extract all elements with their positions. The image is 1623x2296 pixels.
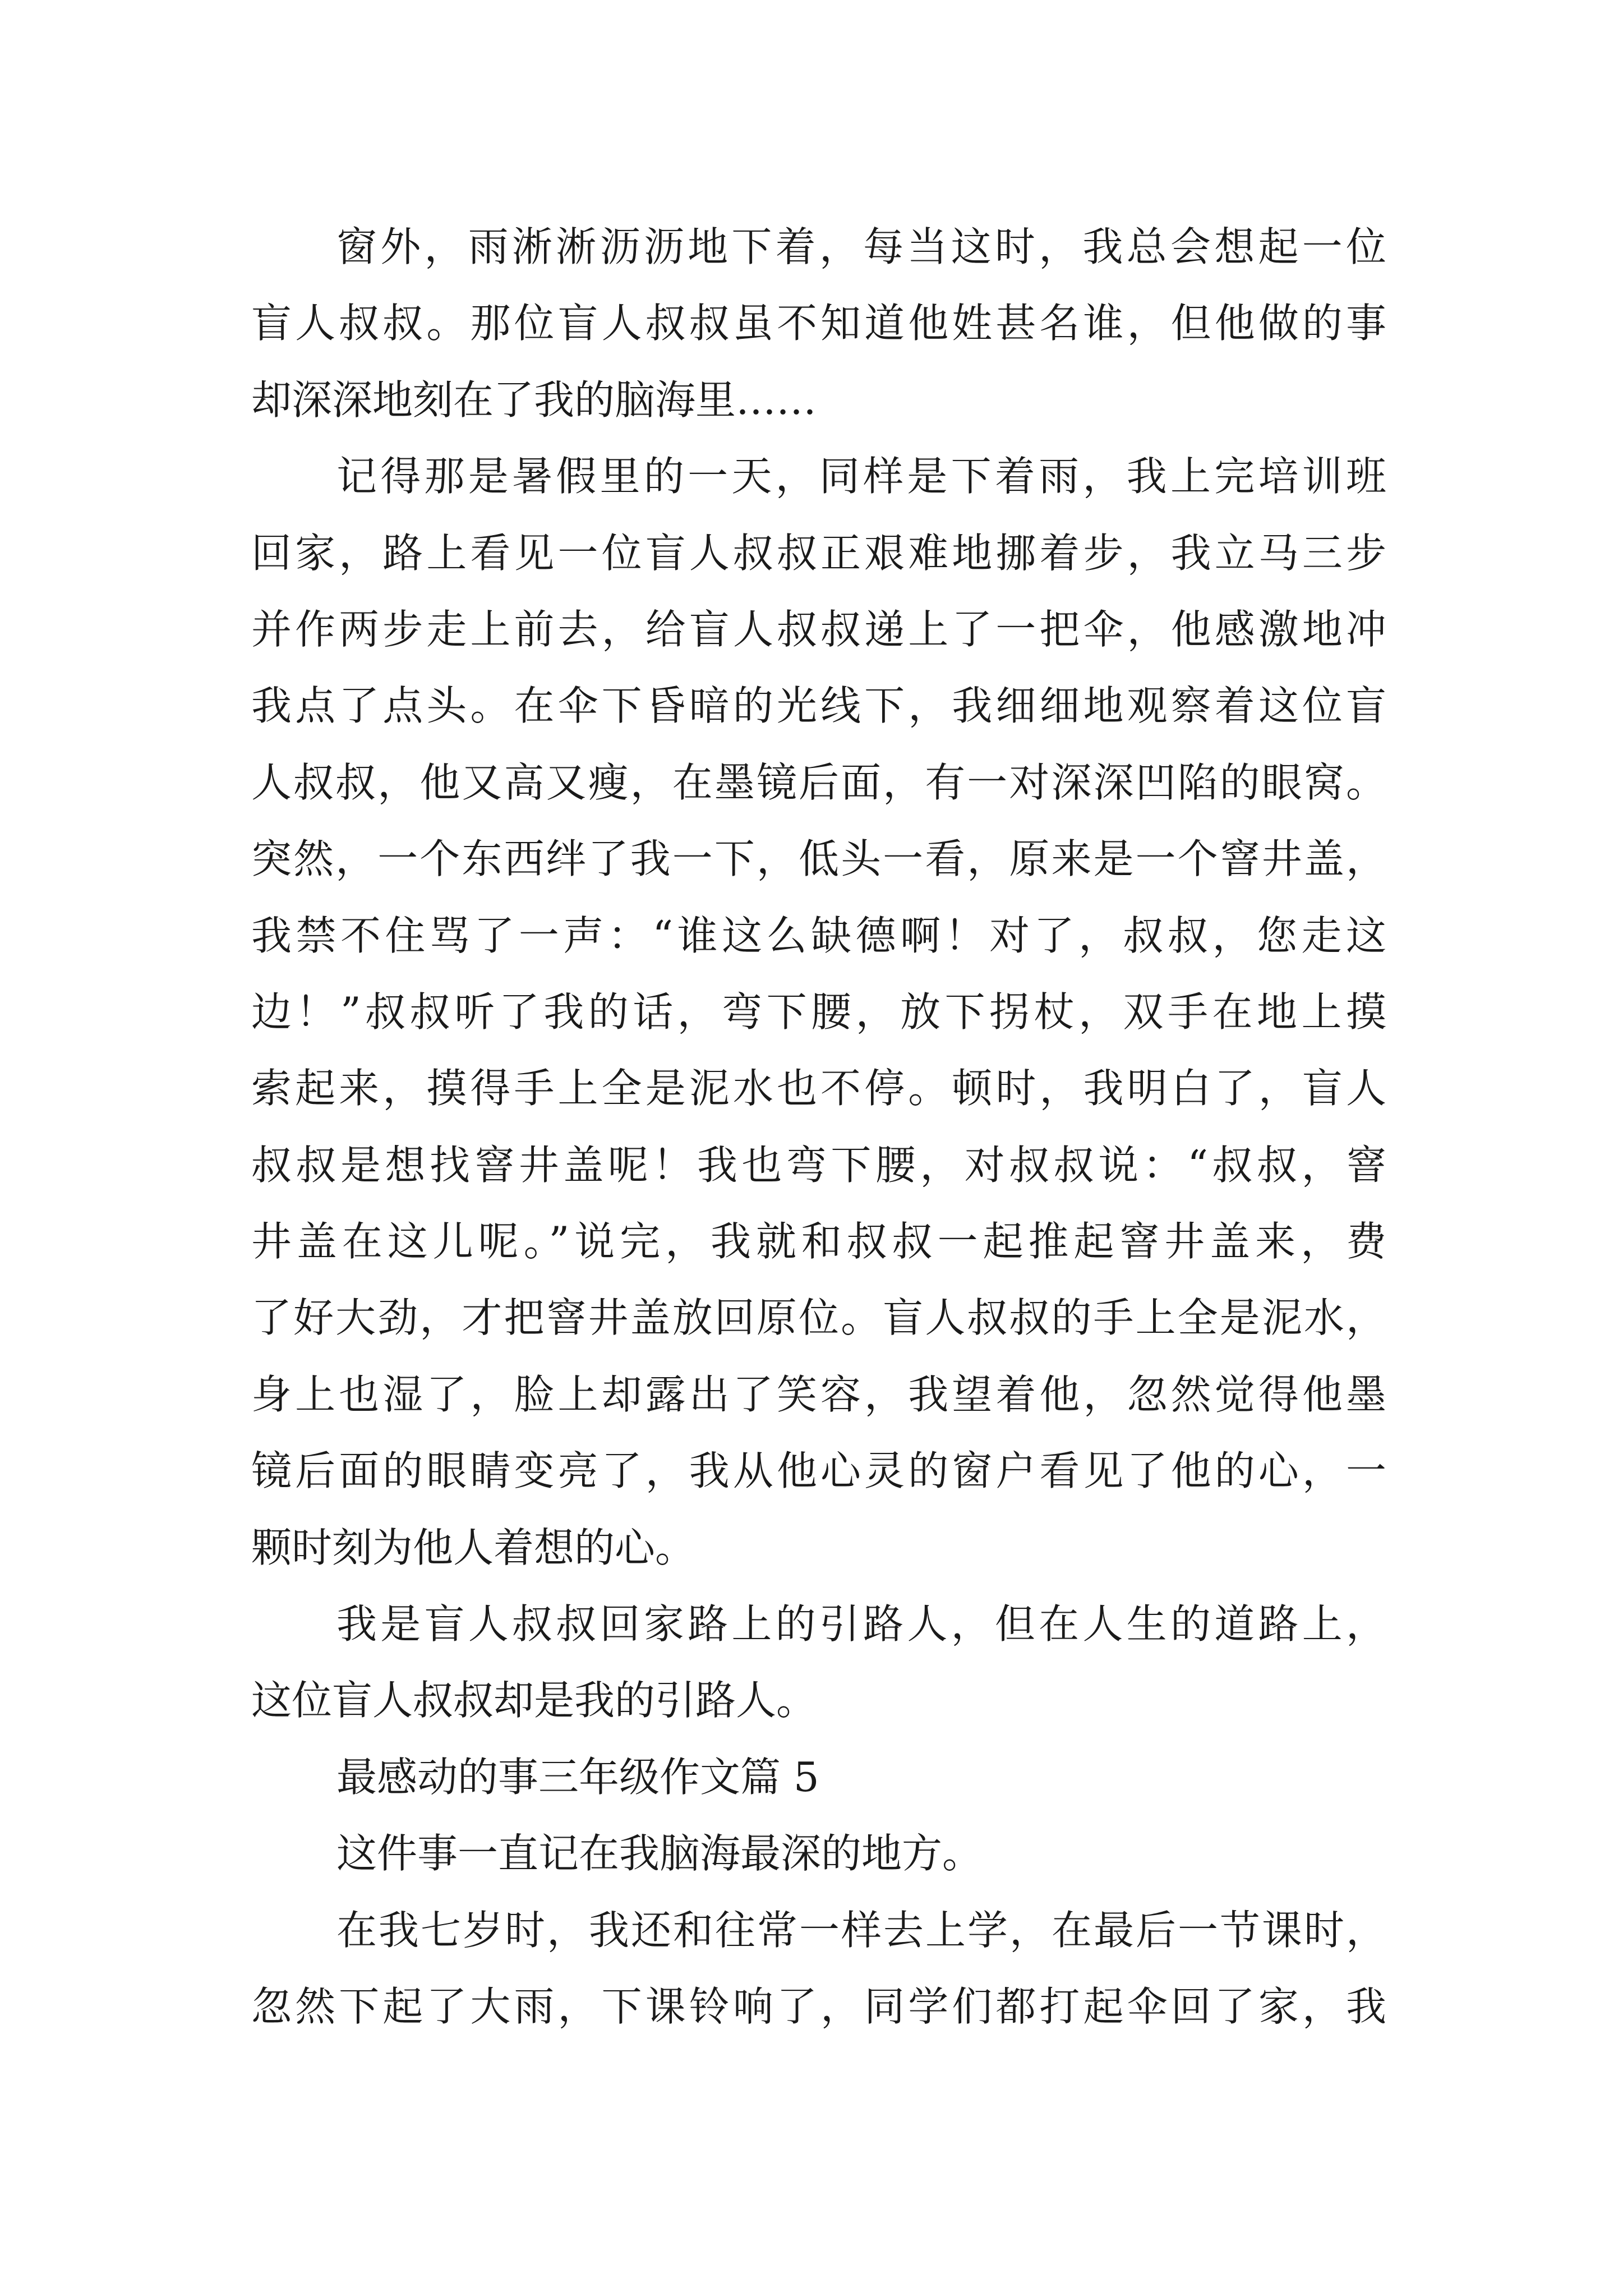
text-line: 身上也湿了，脸上却露出了笑容，我望着他，忽然觉得他墨	[251, 1370, 1386, 1418]
text-line: 人叔叔，他又高又瘦，在墨镜后面，有一对深深凹陷的眼窝。	[251, 758, 1386, 806]
text-line: 了好大劲，才把窨井盖放回原位。盲人叔叔的手上全是泥水，	[251, 1294, 1386, 1342]
text-line: 这位盲人叔叔却是我的引路人。	[251, 1677, 817, 1724]
text-line: 最感动的事三年级作文篇 5	[336, 1753, 819, 1801]
text-line: 却深深地刻在了我的脑海里……	[251, 376, 817, 424]
text-line: 并作两步走上前去，给盲人叔叔递上了一把伞，他感激地冲	[251, 605, 1386, 653]
text-line: 我点了点头。在伞下昏暗的光线下，我细细地观察着这位盲	[251, 682, 1386, 730]
text-line: 我禁不住骂了一声：“谁这么缺德啊！对了，叔叔，您走这	[251, 912, 1386, 959]
text-line: 镜后面的眼睛变亮了，我从他心灵的窗户看见了他的心，一	[251, 1447, 1386, 1495]
text-line: 回家，路上看见一位盲人叔叔正艰难地挪着步，我立马三步	[251, 529, 1386, 577]
text-line: 窗外，雨淅淅沥沥地下着，每当这时，我总会想起一位	[336, 223, 1386, 270]
text-line: 忽然下起了大雨，下课铃响了，同学们都打起伞回了家，我	[251, 1982, 1386, 2030]
text-line: 我是盲人叔叔回家路上的引路人，但在人生的道路上，	[336, 1600, 1386, 1648]
text-line: 颗时刻为他人着想的心。	[251, 1524, 696, 1571]
text-line: 记得那是暑假里的一天，同样是下着雨，我上完培训班	[336, 453, 1386, 500]
text-line: 突然，一个东西绊了我一下，低头一看，原来是一个窨井盖，	[251, 835, 1386, 883]
text-line: 边！”叔叔听了我的话，弯下腰，放下拐杖，双手在地上摸	[251, 988, 1386, 1036]
text-line: 井盖在这儿呢。”说完，我就和叔叔一起推起窨井盖来，费	[251, 1218, 1386, 1266]
text-line: 这件事一直记在我脑海最深的地方。	[336, 1830, 983, 1878]
text-line: 叔叔是想找窨井盖呢！我也弯下腰，对叔叔说：“叔叔，窨	[251, 1141, 1386, 1189]
article-body	[251, 209, 1386, 2045]
text-line: 在我七岁时，我还和往常一样去上学，在最后一节课时，	[336, 1906, 1386, 1954]
text-line: 索起来，摸得手上全是泥水也不停。顿时，我明白了，盲人	[251, 1065, 1386, 1112]
text-line: 盲人叔叔。那位盲人叔叔虽不知道他姓甚名谁，但他做的事	[251, 300, 1386, 347]
